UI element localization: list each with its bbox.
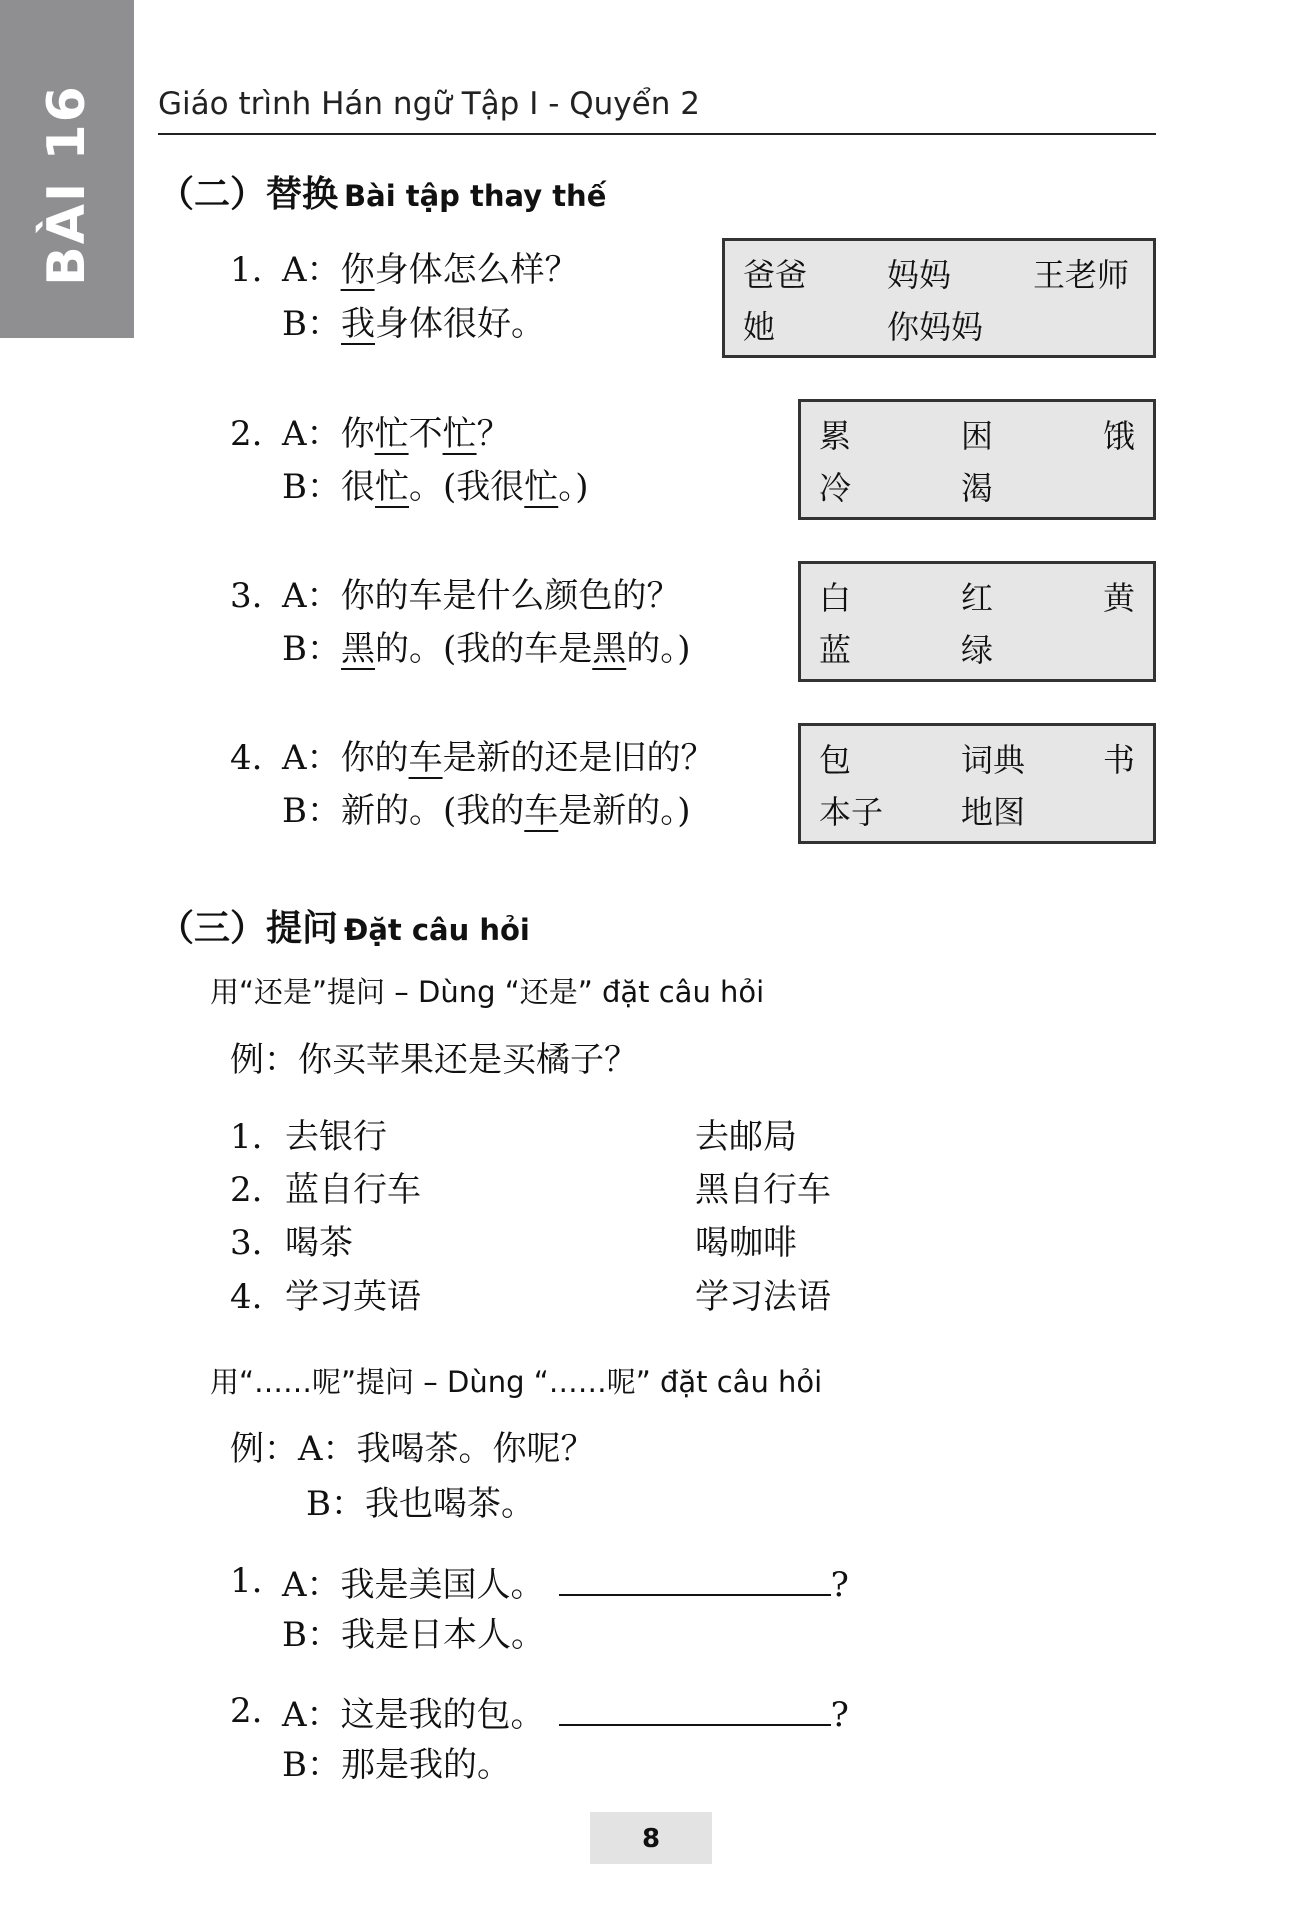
- box-word: 爸爸: [743, 256, 808, 294]
- option-left: 蓝自行车: [285, 1170, 421, 1210]
- box-word: 黄: [1103, 579, 1136, 617]
- line-b: B：那是我的。: [282, 1745, 511, 1785]
- text: 你: [340, 414, 375, 454]
- text: 是新的。): [558, 791, 691, 831]
- section-3-title-cn: （三）提问: [158, 908, 339, 949]
- text: 新的。(我的: [341, 791, 525, 831]
- section-2-title-vn: Bài tập thay thế: [344, 179, 607, 213]
- speaker-a: A：: [282, 576, 341, 616]
- text: 身体怎么样？: [374, 250, 579, 290]
- item-number: 3.: [230, 1223, 263, 1263]
- speaker-a: A：: [282, 738, 341, 778]
- line-a: [282, 738, 715, 778]
- substitution-box: [798, 399, 1156, 520]
- item-number: 2.: [230, 1170, 263, 1210]
- section-2-title-cn: （二）替换: [158, 174, 339, 215]
- text: 。): [558, 467, 589, 507]
- line-b: [282, 629, 691, 669]
- box-word: 书: [1103, 741, 1136, 779]
- lesson-side-tab: [0, 0, 134, 338]
- speaker-b: B：: [282, 629, 341, 669]
- substitution-box: [798, 723, 1156, 844]
- text: 身体很好。: [375, 304, 545, 344]
- item-number: 2.: [230, 414, 263, 454]
- item-number: 4.: [230, 1277, 263, 1317]
- substitution-slot: 你: [340, 250, 375, 290]
- item-number: 1.: [230, 250, 263, 290]
- page-number-box: [590, 1812, 712, 1864]
- substitution-box: [798, 561, 1156, 682]
- text: A：我是美国人。: [282, 1565, 545, 1605]
- box-word: 红: [961, 579, 994, 617]
- box-word: 妈妈: [887, 256, 952, 294]
- line-b: B：我是日本人。: [282, 1615, 545, 1655]
- text: 是新的还是旧的？: [442, 738, 715, 778]
- option-left: 学习英语: [285, 1277, 421, 1317]
- line-b: [282, 791, 691, 831]
- substitution-slot: 忙: [442, 414, 477, 454]
- example-text: A：我喝茶。你呢？: [298, 1429, 595, 1469]
- option-right: 去邮局: [695, 1117, 797, 1157]
- substitution-slot: 我: [341, 304, 375, 344]
- speaker-b: B：: [282, 304, 341, 344]
- line-a: [282, 1694, 849, 1735]
- item-number: 1.: [230, 1117, 263, 1157]
- box-word: 白: [819, 579, 852, 617]
- speaker-b: B：: [282, 791, 341, 831]
- substitution-slot: 车: [408, 738, 443, 778]
- item-number: 4.: [230, 738, 263, 778]
- example-text: 你买苹果还是买橘子？: [298, 1040, 638, 1080]
- lesson-label: BÀI 16: [37, 84, 97, 286]
- box-word: 包: [819, 741, 852, 779]
- section-2-title: [158, 166, 606, 217]
- question-mark: ?: [830, 1695, 849, 1735]
- text: ？: [476, 414, 511, 454]
- example-haishi: [230, 1040, 638, 1080]
- example-ne-b: B：我也喝茶。: [306, 1484, 535, 1524]
- substitution-slot: 忙: [524, 467, 559, 507]
- question-mark: ?: [830, 1565, 849, 1605]
- box-word: 她: [743, 308, 776, 346]
- option-left: 去银行: [285, 1117, 387, 1157]
- text: 的。(我的车是: [375, 629, 593, 669]
- page-number: 8: [641, 1824, 661, 1854]
- line-a: [282, 250, 579, 290]
- option-right: 学习法语: [695, 1277, 831, 1317]
- substitution-slot: 黑: [592, 629, 627, 669]
- box-word: 累: [819, 417, 852, 455]
- option-right: 喝咖啡: [695, 1223, 797, 1263]
- instruction-ne: 用“……呢”提问 – Dùng “……呢” đặt câu hỏi: [210, 1365, 823, 1399]
- text: 你的车是什么颜色的？: [340, 576, 681, 616]
- box-word: 困: [961, 417, 994, 455]
- box-word: 你妈妈: [887, 308, 984, 346]
- substitution-slot: 黑: [341, 629, 375, 669]
- box-word: 词典: [961, 741, 1026, 779]
- substitution-slot: 忙: [375, 467, 409, 507]
- text: 。(我很: [409, 467, 525, 507]
- line-a: [282, 1564, 849, 1605]
- text: A：这是我的包。: [282, 1695, 545, 1735]
- running-header: Giáo trình Hán ngữ Tập I - Quyển 2: [158, 86, 700, 122]
- text: 的。): [626, 629, 691, 669]
- example-label: 例：: [230, 1429, 298, 1469]
- substitution-box: [722, 238, 1156, 358]
- box-word: 王老师: [1033, 256, 1130, 294]
- section-3-title: [158, 900, 530, 951]
- answer-blank[interactable]: [559, 1694, 831, 1726]
- line-a: [282, 414, 511, 454]
- text: 不: [408, 414, 443, 454]
- box-word: 冷: [819, 469, 852, 507]
- box-word: 绿: [961, 631, 994, 669]
- substitution-slot: 车: [524, 791, 559, 831]
- text: 很: [341, 467, 375, 507]
- box-word: 地图: [961, 793, 1026, 831]
- text: 你的: [340, 738, 409, 778]
- section-3-title-vn: Đặt câu hỏi: [344, 913, 530, 947]
- speaker-b: B：: [282, 467, 341, 507]
- speaker-a: A：: [282, 414, 341, 454]
- example-label: 例：: [230, 1040, 298, 1080]
- line-b: [282, 304, 545, 344]
- item-number: 3.: [230, 576, 263, 616]
- answer-blank[interactable]: [559, 1564, 831, 1596]
- header-rule: [158, 133, 1156, 135]
- option-left: 喝茶: [285, 1223, 353, 1263]
- substitution-slot: 忙: [374, 414, 409, 454]
- line-a: [282, 576, 681, 616]
- item-number: 1.: [230, 1561, 263, 1601]
- example-ne-a: [230, 1429, 595, 1469]
- box-word: 蓝: [819, 631, 852, 669]
- box-word: 本子: [819, 793, 884, 831]
- line-b: [282, 467, 589, 507]
- speaker-a: A：: [282, 250, 341, 290]
- instruction-haishi: 用“还是”提问 – Dùng “还是” đặt câu hỏi: [210, 975, 765, 1009]
- option-right: 黑自行车: [695, 1170, 831, 1210]
- item-number: 2.: [230, 1691, 263, 1731]
- box-word: 饿: [1103, 417, 1136, 455]
- box-word: 渴: [961, 469, 994, 507]
